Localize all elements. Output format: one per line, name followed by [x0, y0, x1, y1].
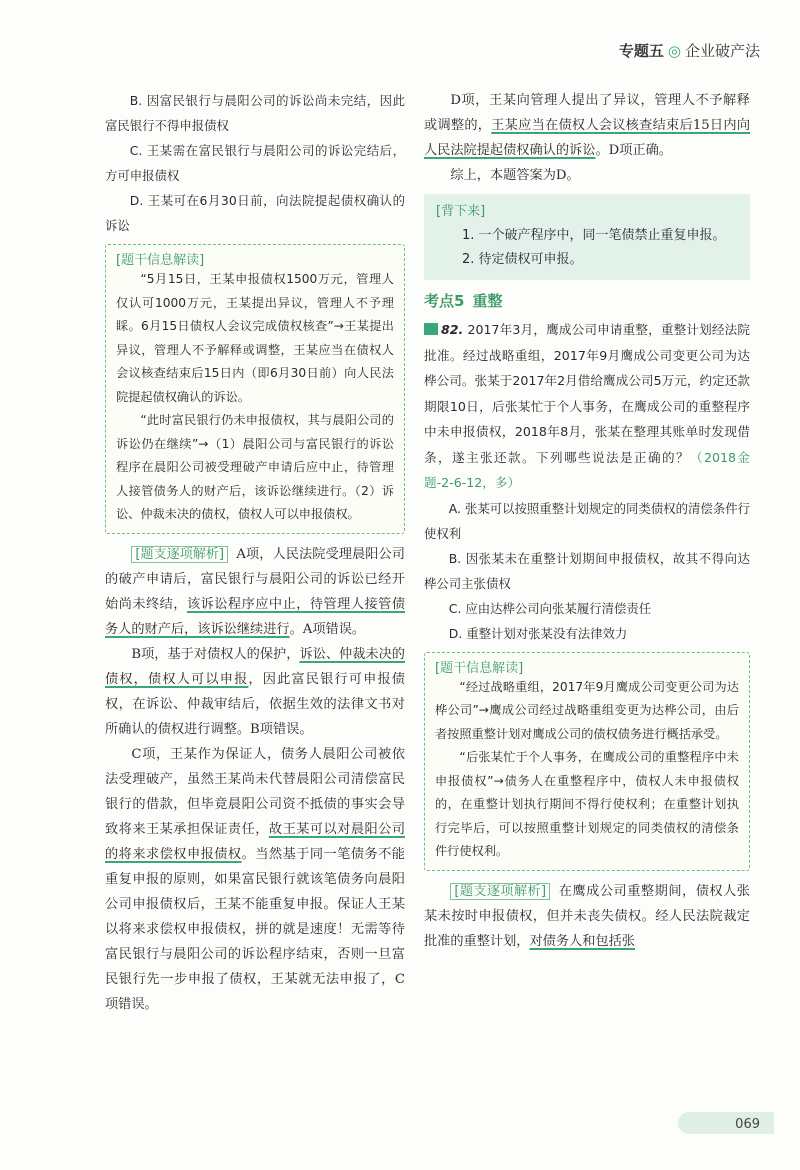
analysis-d: D项，王某向管理人提出了异议，管理人不予解释或调整的，王某应当在债权人会议核查结束后15日内向人民法院提起债权确认的诉讼。D项正确。 [424, 93, 751, 158]
question-icon [424, 323, 438, 335]
key-point-underline: 诉讼、仲裁未决的债权，债权人可以申报 [105, 646, 405, 687]
topic-number: 考点5 [424, 292, 465, 310]
chapter-title: 企业破产法 [684, 42, 760, 60]
key-point-underline: 故王某可以对晨阳公司的将来求偿权申报债权 [105, 821, 406, 862]
key-point-underline: 对债务人和包括张 [529, 933, 635, 949]
topic-title: 重整 [472, 292, 503, 310]
box-paragraph: “5月15日，王某申报债权1500万元，管理人仅认可1000万元，王某提出异议，管理人不予理睬。6月15日债权人会议完成债权核查”→王某提出异议，管理人不予解释或调整，王某应当在债权人会议核查结束后15日内（即6月30日前）向人民法院提起债权确认的诉讼。 [116, 272, 394, 404]
memorize-box [424, 194, 750, 280]
section-label: 专题五 [618, 42, 664, 60]
box-title: [题干信息解读] [116, 253, 205, 268]
option-d: D. 王某可在6月30日前，向法院提起债权确认的诉讼 [105, 193, 405, 233]
topic-heading [424, 290, 750, 311]
memorize-item: 1. 一个破产程序中，同一笔债禁止重复申报。 [462, 228, 726, 243]
memorize-title: [背下来] [436, 204, 486, 219]
box-paragraph: “经过战略重组，2017年9月鹰成公司变更公司为达桦公司”→鹰成公司经过战略重组变更为达桦公司，由后者按照重整计划对鹰成公司的债权债务进行概括承受。 [435, 679, 739, 741]
option-c: C. 王某需在富民银行与晨阳公司的诉讼完结后，方可申报债权 [105, 143, 405, 183]
running-header [619, 40, 760, 61]
stem-interpretation-box [105, 244, 405, 534]
left-column [105, 88, 405, 1017]
right-column [424, 88, 750, 954]
option-b: B. 因张某未在重整计划期间申报债权，故其不得向达桦公司主张债权 [424, 550, 750, 591]
analysis-paragraph: [题支逐项解析] 在鹰成公司重整期间，债权人张某未按时申报债权，但并未丧失债权。经人民法院裁定批准的重整计划，对债务人和包括张 [424, 883, 750, 949]
box-title: [题干信息解读] [435, 660, 524, 676]
analysis-tag: [题支逐项解析] [131, 546, 228, 563]
option-c: C. 应由达桦公司向张某履行清偿责任 [448, 600, 652, 616]
question-number: 82. [441, 322, 464, 337]
conclusion: 综上，本题答案为D。 [450, 168, 580, 183]
option-d: D. 重整计划对张某没有法律效力 [448, 625, 628, 641]
separator-icon: ◎ [667, 42, 681, 60]
analysis-tag: [题支逐项解析] [450, 883, 550, 900]
question-source: （2018金题-2-6-12，多） [424, 449, 750, 490]
analysis-a: [题支逐项解析] A项，人民法院受理晨阳公司的破产申请后，富民银行与晨阳公司的诉讼已经开始尚未终结，该诉讼程序应中止，待管理人接管债务人的财产后，该诉讼继续进行。A项错误。 [105, 546, 406, 637]
key-point-underline: 该诉讼程序应中止，待管理人接管债务人的财产后，该诉讼继续进行 [105, 596, 406, 637]
stem-interpretation-box [424, 652, 750, 871]
key-point-underline: 王某应当在债权人会议核查结束后15日内向人民法院提起债权确认的诉讼 [424, 118, 751, 158]
page-number: 069 [735, 1117, 760, 1132]
box-paragraph: “此时富民银行仍未申报债权，其与晨阳公司的诉讼仍在继续”→（1）晨阳公司与富民银行的诉讼程序在晨阳公司被受理破产申请后应中止，待管理人接管债务人的财产后，该诉讼继续进行。（2）诉讼、仲裁未决的债权，债权人可以申报债权。 [116, 413, 394, 521]
box-paragraph: “后张某忙于个人事务，在鹰成公司的重整程序中未申报债权”→债务人在重整程序中，债权人未申报债权的，在重整计划执行期间不得行使权利；在重整计划执行完毕后，可以按照重整计划规定的同类债权的清偿条件行使权利。 [435, 750, 739, 858]
memorize-item: 2. 待定债权可申报。 [462, 252, 583, 267]
analysis-b: B项，基于对债权人的保护，诉讼、仲裁未决的债权，债权人可以申报，因此富民银行可申报债权，在诉讼、仲裁审结后，依据生效的法律文书对所确认的债权进行调整。B项错误。 [105, 646, 405, 737]
question-82: 82. 2017年3月，鹰成公司申请重整，重整计划经法院批准。经过战略重组，2017年9月鹰成公司变更公司为达桦公司。张某于2017年2月借给鹰成公司5万元，约定还款期限10日，后张某忙于个人事务，在鹰成公司的重整程序中未申报债权，2018年8月，张某在整理其账单时发现借条，遂主张还款。下列哪些说法是正确的？（2018金题-2-6-12，多） [424, 322, 750, 490]
analysis-c: C项，王某作为保证人，债务人晨阳公司被依法受理破产，虽然王某尚未代替晨阳公司清偿富民银行的借款，但毕竟晨阳公司资不抵债的事实会导致将来王某承担保证责任，故王某可以对晨阳公司的将来求偿权申报债权。当然基于同一笔债务不能重复申报的原则，如果富民银行就该笔债务向晨阳公司申报债权后，王某不能重复申报。保证人王某以将来求偿权申报债权，拼的就是速度！无需等待富民银行与晨阳公司的诉讼程序结束，否则一旦富民银行先一步申报了债权，王某就无法申报了，C项错误。 [105, 746, 406, 1012]
option-b: B. 因富民银行与晨阳公司的诉讼尚未完结，因此富民银行不得申报债权 [105, 93, 405, 133]
option-a: A. 张某可以按照重整计划规定的同类债权的清偿条件行使权利 [424, 500, 750, 541]
